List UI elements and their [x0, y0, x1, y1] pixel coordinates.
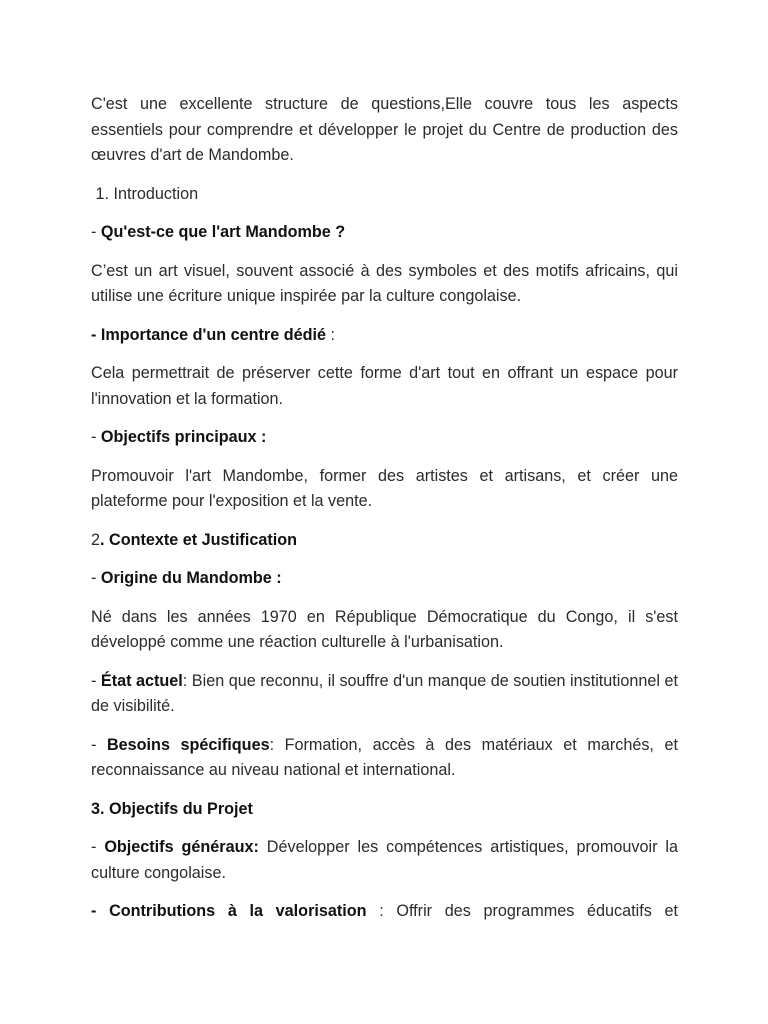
colon: : [326, 325, 336, 344]
question-label: Qu'est-ce que l'art Mandombe ? [100, 223, 346, 241]
dash: - [91, 671, 101, 690]
answer-importance: Cela permettrait de préserver cette forme d'art tout en offrant un espace pour l'innovation et la formation. [91, 364, 678, 408]
item-text: : Formation, accès à des matériaux et marchés, et reconnaissance au niveau national et international. [91, 735, 678, 779]
item-text: Développer les compétences artistiques, promouvoir la culture congolaise. [91, 838, 678, 882]
question-label: Objectifs principaux : [100, 428, 267, 446]
item-contributions [91, 899, 678, 925]
item-label: État actuel [100, 671, 183, 690]
item-label: - Contributions à la valorisation [91, 902, 367, 920]
question-objectifs-principaux [91, 425, 678, 451]
section-2-heading [91, 528, 678, 554]
dash: - [91, 735, 107, 754]
item-besoins-specifiques [91, 733, 678, 784]
dash: - [91, 428, 101, 446]
item-label: Besoins spécifiques [106, 735, 270, 754]
item-label: Objectifs généraux: [104, 838, 259, 856]
answer-objectifs-principaux: Promouvoir l'art Mandombe, former des artistes et artisans, et créer une plateforme pour l'exposition et la vente. [91, 466, 678, 510]
question-art-mandombe [91, 220, 678, 246]
answer-origine: Né dans les années 1970 en République Démocratique du Congo, il s'est développé comme une réaction culturelle à l'urbanisation. [91, 607, 678, 651]
question-label: - Importance d'un centre dédié [91, 325, 327, 344]
item-text: : Bien que reconnu, il souffre d'un manque de soutien institutionnel et de visibilité. [91, 671, 679, 715]
intro-paragraph: C'est une excellente structure de questions,Elle couvre tous les aspects essentiels pour comprendre et développer le projet du Centre de production des œuvres d'art de Mandombe. [91, 95, 678, 164]
question-origine [91, 566, 678, 592]
section-3-heading [91, 797, 678, 823]
dash: - [91, 838, 105, 856]
question-label: Origine du Mandombe : [100, 569, 282, 587]
dash: - [91, 223, 101, 241]
question-importance [91, 323, 678, 349]
item-text: : Offrir des programmes éducatifs et [366, 902, 678, 920]
item-objectifs-generaux [91, 835, 678, 886]
section-number: 2 [91, 530, 101, 549]
item-etat-actuel [91, 669, 678, 720]
section-title: . Contexte et Justification [100, 530, 297, 549]
section-1-heading: 1. Introduction [91, 184, 199, 203]
section-title: 3. Objectifs du Projet [91, 799, 253, 818]
dash: - [91, 569, 101, 587]
answer-art-mandombe: C’est un art visuel, souvent associé à des symboles et des motifs africains, qui utilise une écriture unique inspirée par la culture congolaise. [91, 261, 678, 305]
